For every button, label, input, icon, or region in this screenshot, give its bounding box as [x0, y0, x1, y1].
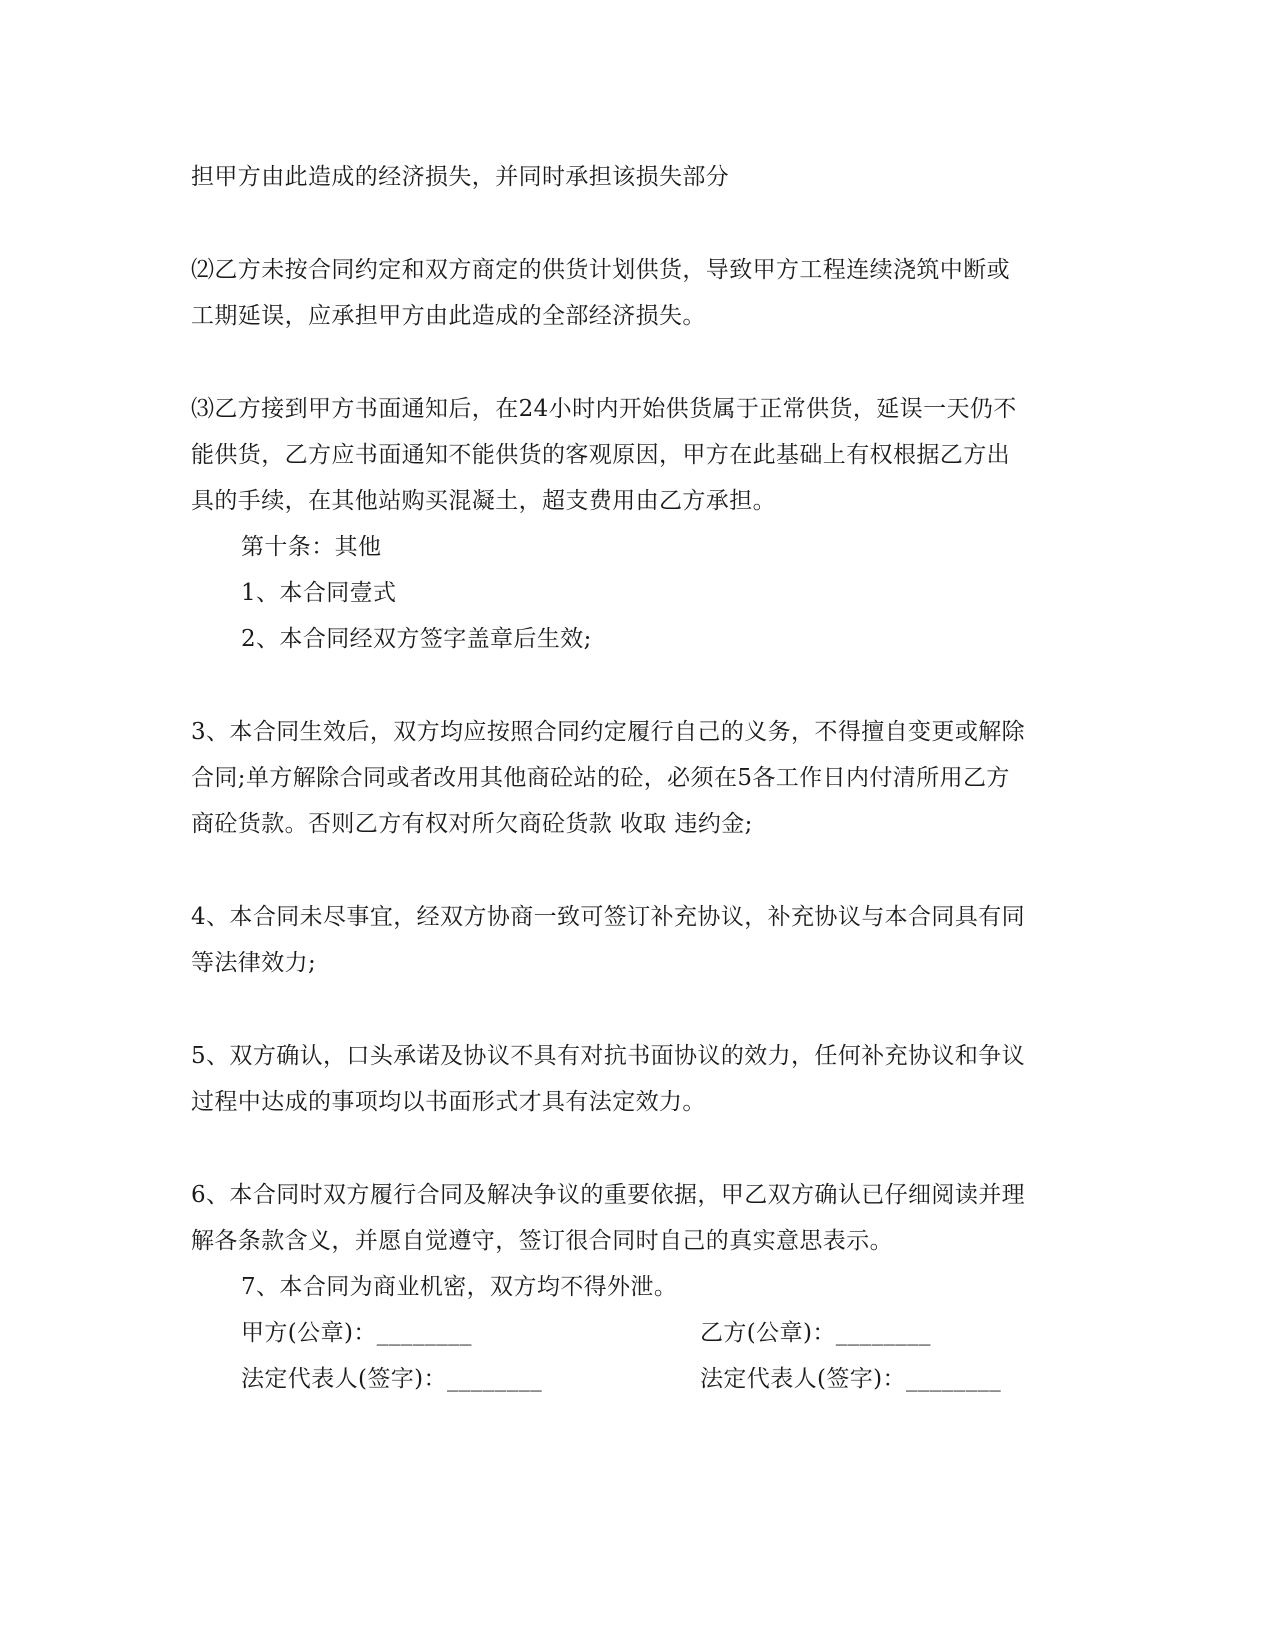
clause-line: 过程中达成的事项均以书面形式才具有法定效力。 — [191, 1089, 706, 1115]
clause-line: 2、本合同经双方签字盖章后生效; — [241, 626, 592, 652]
paragraph-line: 具的手续，在其他站购买混凝土，超支费用由乙方承担。 — [191, 488, 776, 514]
section-heading: 第十条：其他 — [241, 534, 382, 560]
clause-line: 等法律效力; — [191, 950, 317, 976]
clause-line: 合同;单方解除合同或者改用其他商砼站的砼，必须在5各工作日内付清所用乙方 — [191, 765, 1010, 791]
paragraph-line: 能供货，乙方应书面通知不能供货的客观原因，甲方在此基础上有权根据乙方出 — [191, 442, 1010, 468]
paragraph-line: ⑵乙方未按合同约定和双方商定的供货计划供货，导致甲方工程连续浇筑中断或 — [191, 257, 1010, 283]
clause-line: 3、本合同生效后，双方均应按照合同约定履行自己的义务，不得擅自变更或解除 — [191, 719, 1026, 745]
clause-line: 解各条款含义，并愿自觉遵守，签订很合同时自己的真实意思表示。 — [191, 1228, 893, 1254]
clause-line: 4、本合同未尽事宜，经双方协商一致可签订补充协议，补充协议与本合同具有同 — [191, 904, 1026, 930]
clause-line: 1、本合同壹式 — [241, 580, 397, 606]
paragraph-line: ⑶乙方接到甲方书面通知后，在24小时内开始供货属于正常供货，延误一天仍不 — [191, 396, 1017, 422]
clause-line: 商砼货款。否则乙方有权对所欠商砼货款 收取 违约金; — [191, 811, 753, 837]
clause-line: 6、本合同时双方履行合同及解决争议的重要依据，甲乙双方确认已仔细阅读并理 — [191, 1182, 1026, 1208]
clause-line: 5、双方确认，口头承诺及协议不具有对抗书面协议的效力，任何补充协议和争议 — [191, 1043, 1026, 1069]
paragraph-line: 工期延误，应承担甲方由此造成的全部经济损失。 — [191, 303, 706, 329]
party-b-seal-field: 乙方(公章)：________ — [700, 1320, 931, 1346]
clause-line: 7、本合同为商业机密，双方均不得外泄。 — [241, 1274, 678, 1300]
party-b-representative-field: 法定代表人(签字)：________ — [700, 1366, 1002, 1392]
party-a-representative-field: 法定代表人(签字)：________ — [241, 1366, 543, 1392]
party-a-seal-field: 甲方(公章)：________ — [241, 1320, 472, 1346]
paragraph-line: 担甲方由此造成的经济损失，并同时承担该损失部分 — [191, 164, 730, 190]
